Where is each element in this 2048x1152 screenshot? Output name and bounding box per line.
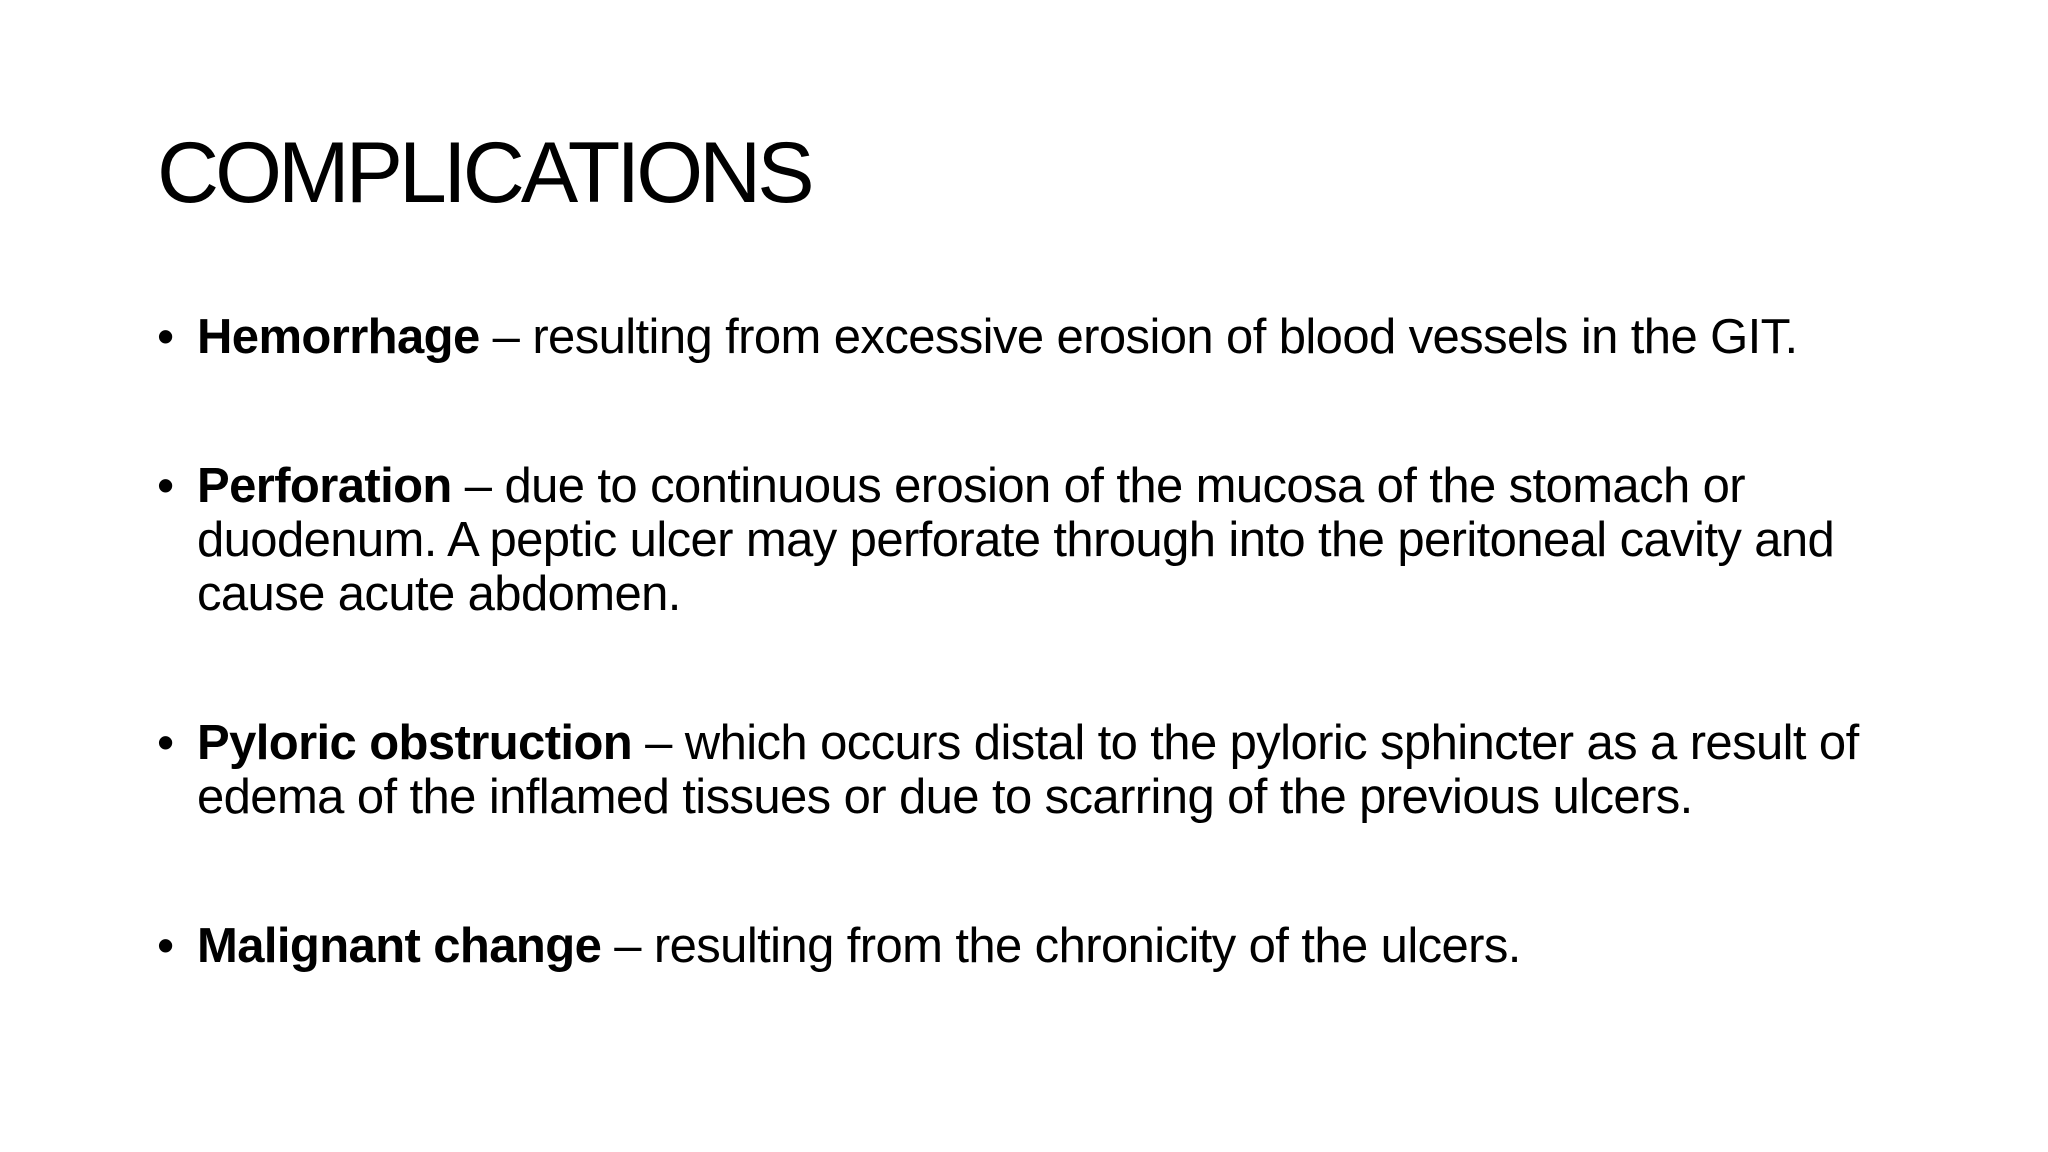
bullet-text: – resulting from excessive erosion of blood vessels in the GIT. (479, 310, 1798, 364)
bullet-item-hemorrhage (157, 310, 1917, 364)
bullet-icon: • (157, 919, 174, 973)
bullet-list (157, 310, 1917, 1068)
bullet-term: Pyloric obstruction (197, 716, 633, 770)
bullet-item-malignant-change (157, 919, 1917, 973)
bullet-term: Malignant change (197, 919, 602, 973)
bullet-text: – due to continuous erosion of the mucosa of the stomach or duodenum. A peptic ulcer may perforate through into the peritoneal cavity and cause acute abdomen. (197, 459, 1835, 621)
bullet-item-perforation (157, 459, 1917, 621)
bullet-icon: • (157, 459, 174, 513)
bullet-term: Perforation (197, 459, 452, 513)
bullet-text: – resulting from the chronicity of the ulcers. (601, 919, 1521, 973)
bullet-term: Hemorrhage (197, 310, 480, 364)
bullet-icon: • (157, 310, 174, 364)
bullet-item-pyloric-obstruction (157, 716, 1917, 824)
slide-title: COMPLICATIONS (157, 125, 811, 221)
bullet-text: – which occurs distal to the pyloric sphincter as a result of edema of the inflamed tissues or due to scarring of the previous ulcers. (197, 716, 1859, 824)
bullet-icon: • (157, 716, 174, 770)
